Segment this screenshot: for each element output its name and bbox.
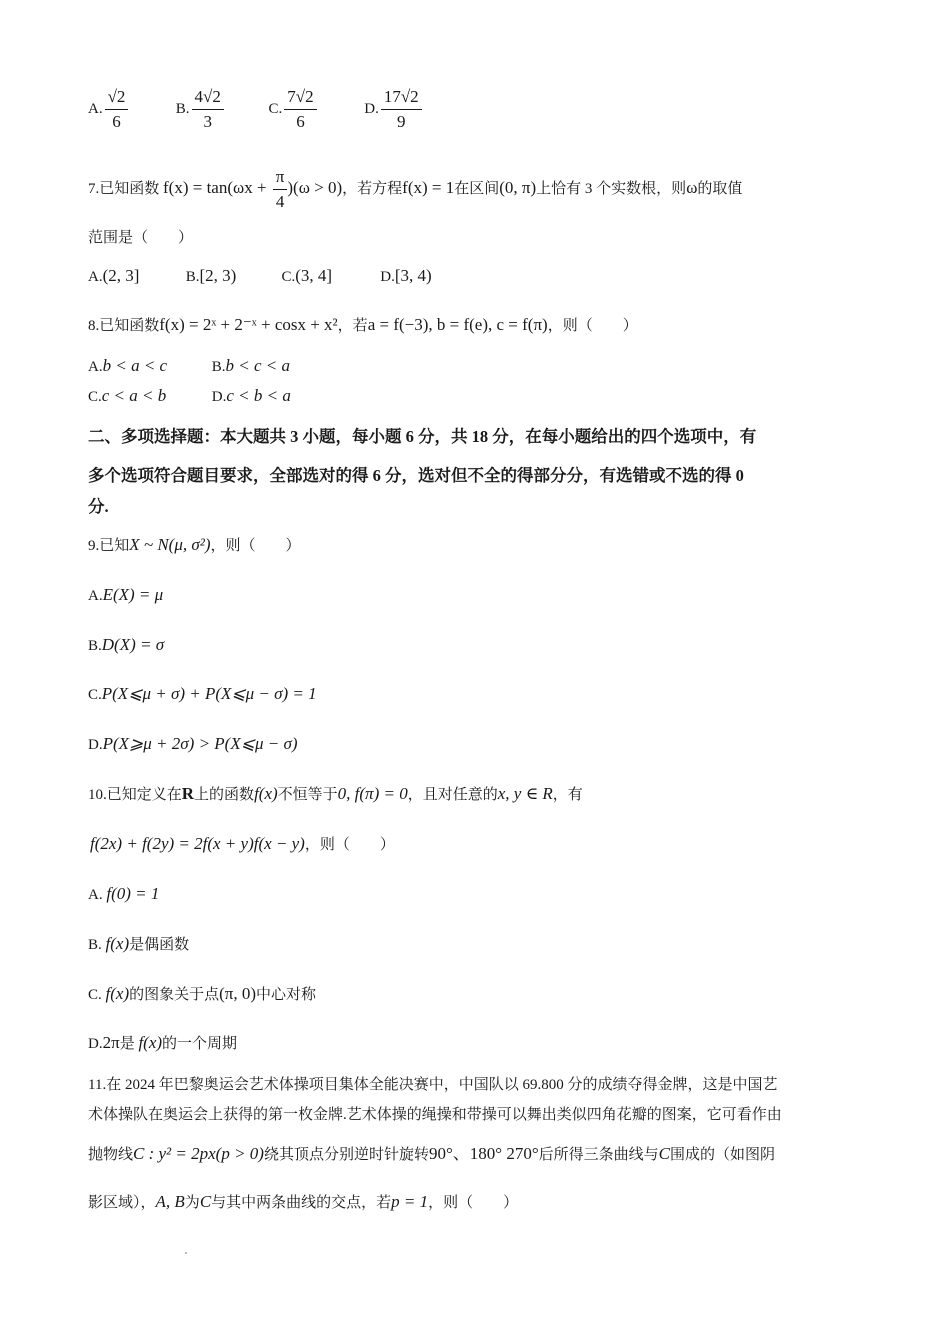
q7-options [88,264,432,289]
q6-options [88,86,422,133]
q8-option-b: B.b < c < a [211,356,291,375]
q8-options-row2 [88,384,291,409]
q10-option-a: A. f(0) = 1 [88,884,160,903]
q7-stem-continued: 范围是（ ） [88,230,194,246]
q6-option-b: B. $\frac{4√2}{3}$ [176,86,265,133]
scan-dot [185,1252,187,1254]
pi-over-4: $\frac{\pi}{4}$ [273,166,288,213]
q11-line1: 11.在 2024 年巴黎奥运会艺术体操项目集体全能决赛中，中国队以 69.800 分的成绩夺得金牌，这是中国艺 [88,1077,778,1093]
q9-option-c: C.P(X⩽μ + σ) + P(X⩽μ − σ) = 1 [88,684,317,703]
q6-option-a: A. $\frac{√2}{6}$ [88,86,172,133]
q7-option-c: C.(3, 4] [281,266,333,285]
q7-option-b: B.[2, 3) [185,266,237,285]
q8-options-row1 [88,354,290,379]
q10-stem-continued: f(2x) + f(2y) = 2f(x + y)f(x − y)，则（ ） [90,834,395,853]
section-2-heading-line2: 多个选项符合题目要求，全部选对的得 6 分，选对但不全的得部分分，有选错或不选的得 0 [88,466,744,485]
q6-option-c: C. $\frac{7√2}{6}$ [269,86,361,133]
q7-option-a: A.(2, 3] [88,266,140,285]
q9-option-b: B.D(X) = σ [88,635,165,654]
q8-option-a: A.b < a < c [88,356,168,375]
q8-option-c: C.c < a < b [88,386,167,405]
q10-option-d: D.2π是 f(x)的一个周期 [88,1033,238,1052]
q6-option-d: D. $\frac{17√2}{9}$ [364,86,421,133]
q11-line2: 术体操队在奥运会上获得的第一枚金牌.艺术体操的绳操和带操可以舞出类似四角花瓣的图案，它可看作由 [88,1107,782,1123]
q9-option-d: D.P(X⩾μ + 2σ) > P(X⩽μ − σ) [88,734,298,753]
q10-stem: 10.已知定义在R上的函数f(x)不恒等于0, f(π) = 0，且对任意的x, y ∈ R，有 [88,784,583,803]
q10-option-b: B. f(x)是偶函数 [88,934,190,953]
q10-option-c: C. f(x)的图象关于点(π, 0)中心对称 [88,984,317,1003]
q7-option-d: D.[3, 4) [380,266,432,285]
q11-line3: 抛物线C : y² = 2px(p > 0)绕其顶点分别逆时针旋转90°、180° 270°后所得三条曲线与C围成的（如图阴 [88,1144,776,1163]
q7-stem: 7.已知函数 f(x) = tan(ωx + $\frac{\pi}{4}$ )(ω > 0)，若方程f(x) = 1在区间(0, π)上恰有 3 个实数根，则ω的取值 [88,167,743,211]
q9-stem: 9.已知X ~ N(μ, σ²)，则（ ） [88,535,301,554]
q8-stem: 8.已知函数f(x) = 2ˣ + 2⁻ˣ + cosx + x²，若a = f(−3), b = f(e), c = f(π)，则（ ） [88,315,638,334]
section-2-heading-line1: 二、多项选择题：本大题共 3 小题，每小题 6 分，共 18 分，在每小题给出的四个选项中，有 [88,427,757,446]
section-2-heading-line3: 分. [88,497,109,516]
q8-option-d: D.c < b < a [211,386,291,405]
q9-option-a: A.E(X) = μ [88,585,164,604]
q11-line4: 影区域），A, B为C与其中两条曲线的交点，若p = 1，则（ ） [88,1192,519,1211]
